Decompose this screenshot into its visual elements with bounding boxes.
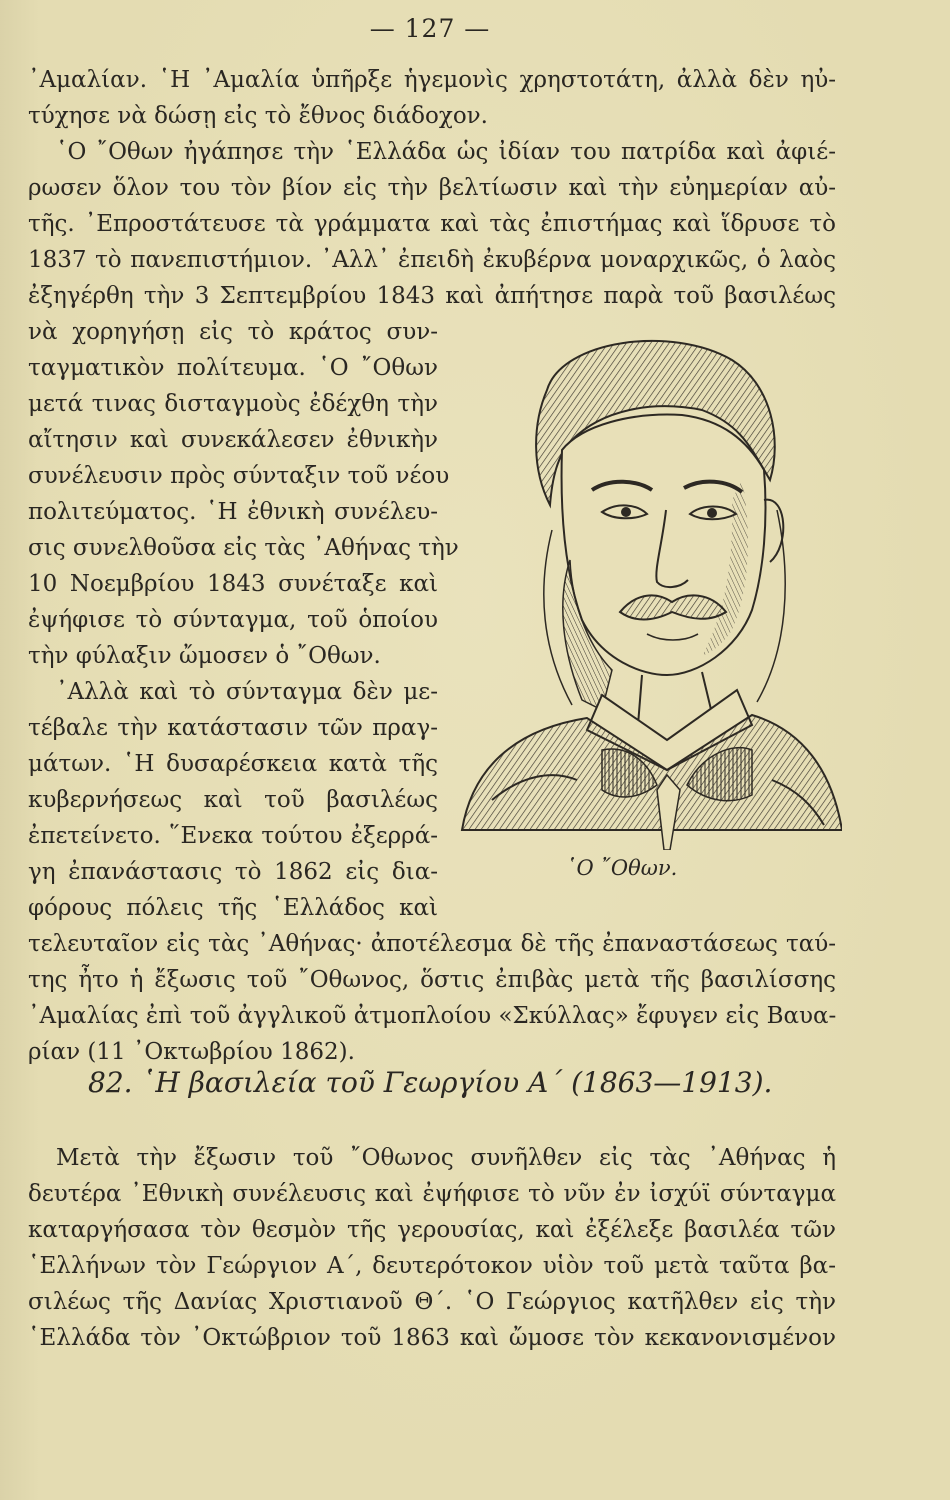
text-line: δευτέρα ᾿Εθνικὴ συνέλευσις καὶ ἐψήφισε τὸ νῦν ἐν ἰσχύϊ σύνταγμα xyxy=(28,1181,836,1207)
page-number: — 127 — xyxy=(369,14,491,43)
text-line: φόρους πόλεις τῆς ῾Ελλάδος καὶ xyxy=(28,895,438,921)
text-line: 1837 τὸ πανεπιστήμιον. ᾿Αλλ᾿ ἐπειδὴ ἐκυβέρνα μοναρχικῶς, ὁ λαὸς xyxy=(28,247,836,273)
text-line: καταργήσασα τὸν θεσμὸν τῆς γερουσίας, καὶ ἐξέλεξε βασιλέα τῶν xyxy=(28,1217,836,1243)
text-line: αἴτησιν καὶ συνεκάλεσεν ἐθνικὴν xyxy=(28,427,438,453)
text-line: ᾿Αλλὰ καὶ τὸ σύνταγμα δὲν με- xyxy=(56,679,438,705)
text-line: σις συνελθοῦσα εἰς τὰς ᾿Αθήνας τὴν xyxy=(28,535,459,561)
text-line: συνέλευσιν πρὸς σύνταξιν τοῦ νέου xyxy=(28,463,450,489)
text-line: ἐπετείνετο. ῞Ενεκα τούτου ἐξερρά- xyxy=(28,823,438,849)
portrait-engraving xyxy=(452,330,842,890)
text-line: ᾿Αμαλίας ἐπὶ τοῦ ἀγγλικοῦ ἀτμοπλοίου «Σκύλλας» ἔφυγεν εἰς Βαυα- xyxy=(28,1003,837,1029)
text-line: Μετὰ τὴν ἔξωσιν τοῦ ῎Οθωνος συνῆλθεν εἰς τὰς ᾿Αθήνας ἡ xyxy=(56,1145,836,1171)
text-line: ρωσεν ὅλον του τὸν βίον εἰς τὴν βελτίωσιν καὶ τὴν εὐημερίαν αὐ- xyxy=(28,175,836,201)
text-line: ῾Ελλάδα τὸν ᾿Οκτώβριον τοῦ 1863 καὶ ὤμοσε τὸν κεκανονισμένον xyxy=(28,1325,836,1351)
text-line: ταγματικὸν πολίτευμα. ῾Ο ῎Οθων xyxy=(28,355,438,381)
text-line: ἐψήφισε τὸ σύνταγμα, τοῦ ὁποίου xyxy=(28,607,438,633)
portrait-caption: ῾Ο ῎Οθων. xyxy=(566,856,678,880)
text-line: ρίαν (11 ᾿Οκτωβρίου 1862). xyxy=(28,1039,355,1065)
text-line: μετά τινας δισταγμοὺς ἐδέχθη τὴν xyxy=(28,391,438,417)
text-line: 10 Νοεμβρίου 1843 συνέταξε καὶ xyxy=(28,571,438,597)
text-line: της ἦτο ἡ ἔξωσις τοῦ ῎Οθωνος, ὅστις ἐπιβὰς μετὰ τῆς βασιλίσσης xyxy=(28,967,836,993)
portrait-illustration xyxy=(452,330,842,850)
text-line: κυβερνήσεως καὶ τοῦ βασιλέως xyxy=(28,787,438,813)
text-line: ῾Ο ῎Οθων ἠγάπησε τὴν ῾Ελλάδα ὡς ἰδίαν του πατρίδα καὶ ἀφιέ- xyxy=(56,139,836,165)
text-line: γη ἐπανάστασις τὸ 1862 εἰς δια- xyxy=(28,859,438,885)
text-line: τῆς. ᾿Επροστάτευσε τὰ γράμματα καὶ τὰς ἐπιστήμας καὶ ἵδρυσε τὸ xyxy=(28,211,836,237)
text-line: ᾿Αμαλίαν. ῾Η ᾿Αμαλία ὑπῆρξε ἡγεμονὶς χρηστοτάτη, ἀλλὰ δὲν ηὐ- xyxy=(28,67,836,93)
text-line: τελευταῖον εἰς τὰς ᾿Αθήνας· ἀποτέλεσμα δὲ τῆς ἐπαναστάσεως ταύ- xyxy=(28,931,836,957)
text-line: νὰ χορηγήσῃ εἰς τὸ κράτος συν- xyxy=(28,319,438,345)
text-line: ἐξηγέρθη τὴν 3 Σεπτεμβρίου 1843 καὶ ἀπήτησε παρὰ τοῦ βασιλέως xyxy=(28,283,836,309)
text-line: τύχησε νὰ δώσῃ εἰς τὸ ἔθνος διάδοχον. xyxy=(28,103,488,129)
text-line: ῾Ελλήνων τὸν Γεώργιον Α΄, δευτερότοκον υἱὸν τοῦ μετὰ ταῦτα βα- xyxy=(28,1253,836,1279)
section-heading: 82. ῾Η βασιλεία τοῦ Γεωργίου Α΄ (1863—1913). xyxy=(88,1066,773,1099)
text-line: τὴν φύλαξιν ὤμοσεν ὁ ῎Οθων. xyxy=(28,643,381,669)
text-line: τέβαλε τὴν κατάστασιν τῶν πραγ- xyxy=(28,715,438,741)
text-line: μάτων. ῾Η δυσαρέσκεια κατὰ τῆς xyxy=(28,751,438,777)
text-line: σιλέως τῆς Δανίας Χριστιανοῦ Θ΄. ῾Ο Γεώργιος κατῆλθεν εἰς τὴν xyxy=(28,1289,836,1315)
text-line: πολιτεύματος. ῾Η ἐθνικὴ συνέλευ- xyxy=(28,499,438,525)
